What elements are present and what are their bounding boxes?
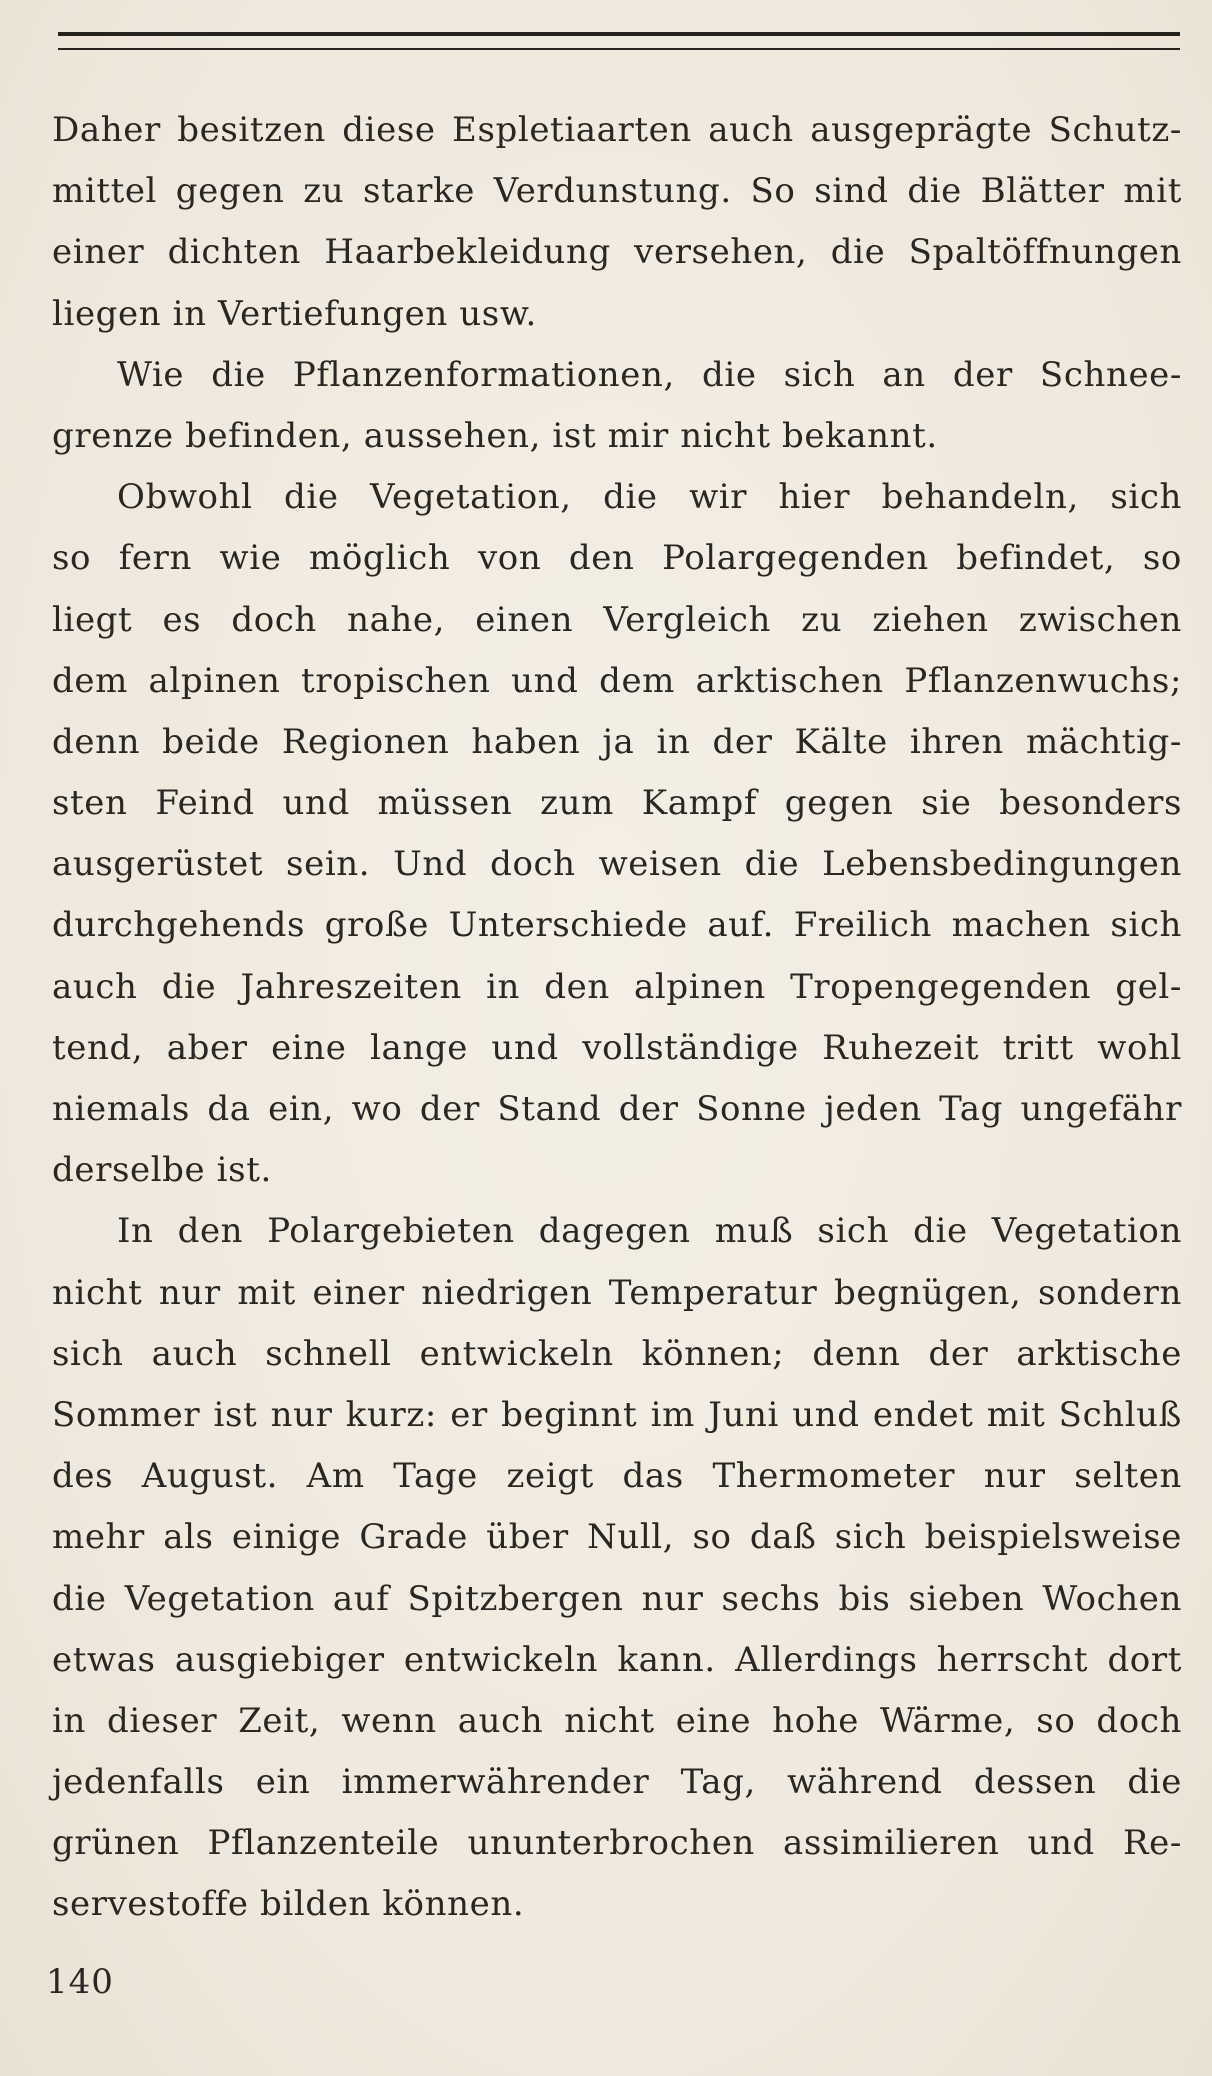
header-rule-thick bbox=[58, 32, 1180, 36]
text-line: Sommer ist nur kurz: er beginnt im Juni und endet mit Schluß bbox=[52, 1394, 1182, 1435]
paragraph bbox=[52, 100, 1182, 345]
text-line: grünen Pflanzenteile ununterbrochen assimilieren und Re- bbox=[52, 1823, 1182, 1864]
paragraph bbox=[52, 467, 1182, 1201]
text-line: liegen in Vertiefungen usw. bbox=[52, 293, 537, 334]
body-text bbox=[52, 100, 1182, 1936]
paragraph bbox=[52, 1201, 1182, 1935]
text-line: durchgehends große Unterschiede auf. Freilich machen sich bbox=[52, 905, 1182, 946]
text-line: mittel gegen zu starke Verdunstung. So sind die Blätter mit bbox=[52, 171, 1182, 212]
text-line: Daher besitzen diese Espletiaarten auch ausgeprägte Schutz- bbox=[52, 110, 1182, 150]
text-line: denn beide Regionen haben ja in der Kälte ihren mächtig- bbox=[52, 721, 1182, 762]
text-line: die Vegetation auf Spitzbergen nur sechs bis sieben Wochen bbox=[52, 1578, 1182, 1619]
text-line: liegt es doch nahe, einen Vergleich zu ziehen zwischen bbox=[52, 599, 1182, 640]
paragraph bbox=[52, 345, 1182, 467]
header-rule-thin bbox=[58, 48, 1180, 50]
text-line: nicht nur mit einer niedrigen Temperatur begnügen, sondern bbox=[52, 1272, 1182, 1313]
page-number: 140 bbox=[46, 1962, 114, 2002]
text-line: In den Polargebieten dagegen muß sich die Vegetation bbox=[117, 1211, 1182, 1252]
text-line: auch die Jahreszeiten in den alpinen Tropengegenden gel- bbox=[52, 966, 1182, 1007]
text-line: etwas ausgiebiger entwickeln kann. Allerdings herrscht dort bbox=[52, 1639, 1182, 1680]
text-line: jedenfalls ein immerwährender Tag, während dessen die bbox=[52, 1762, 1182, 1803]
text-line: Wie die Pflanzenformationen, die sich an der Schnee- bbox=[117, 354, 1182, 395]
text-line: grenze befinden, aussehen, ist mir nicht bekannt. bbox=[52, 415, 938, 456]
text-line: tend, aber eine lange und vollständige Ruhezeit tritt wohl bbox=[52, 1027, 1182, 1068]
text-line: ausgerüstet sein. Und doch weisen die Lebensbedingungen bbox=[52, 844, 1182, 885]
text-line: einer dichten Haarbekleidung versehen, die Spaltöffnungen bbox=[52, 232, 1182, 273]
text-line: mehr als einige Grade über Null, so daß sich beispielsweise bbox=[52, 1517, 1182, 1558]
text-line: derselbe ist. bbox=[52, 1150, 272, 1191]
text-line: in dieser Zeit, wenn auch nicht eine hohe Wärme, so doch bbox=[52, 1700, 1182, 1741]
text-line: so fern wie möglich von den Polargegenden befindet, so bbox=[52, 538, 1182, 579]
text-line: Obwohl die Vegetation, die wir hier behandeln, sich bbox=[117, 477, 1182, 518]
text-line: dem alpinen tropischen und dem arktischen Pflanzenwuchs; bbox=[52, 660, 1182, 701]
text-line: servestoffe bilden können. bbox=[52, 1884, 525, 1925]
text-line: niemals da ein, wo der Stand der Sonne jeden Tag ungefähr bbox=[52, 1089, 1182, 1129]
text-line: sten Feind und müssen zum Kampf gegen sie besonders bbox=[52, 783, 1182, 824]
text-line: sich auch schnell entwickeln können; denn der arktische bbox=[52, 1333, 1182, 1374]
text-line: des August. Am Tage zeigt das Thermometer nur selten bbox=[52, 1456, 1182, 1497]
